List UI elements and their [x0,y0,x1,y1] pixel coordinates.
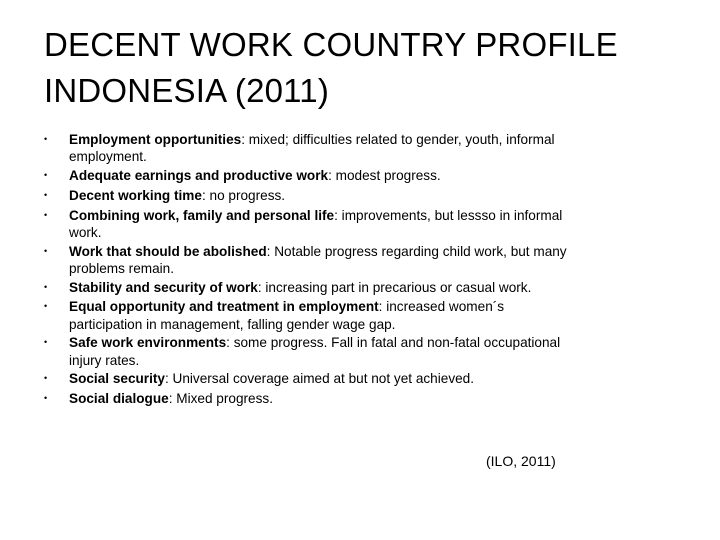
bullet-term: Equal opportunity and treatment in employment [69,299,379,315]
bullet-item-combining-work-family [0,206,669,241]
bullet-text [69,186,669,205]
bullet-description: : increasing part in precarious or casual work. [257,279,532,295]
bullet-icon: • [44,209,48,220]
bullet-description: : modest progress. [328,167,441,183]
bullet-item-work-abolished [0,242,669,277]
bullet-continuation: work. [69,225,102,241]
bullet-term: Employment opportunities [69,132,242,147]
bullet-item-decent-working-time [0,186,669,205]
title-line-2: INDONESIA (2011) [44,72,330,109]
bullet-continuation: participation in management, falling gender wage gap. [69,316,396,332]
bullet-icon: • [44,169,48,180]
bullet-text [69,389,669,408]
bullet-description: : some progress. Fall in fatal and non-fatal occupational [226,335,561,351]
title-line-1: DECENT WORK COUNTRY PROFILE [44,26,618,63]
bullet-item-safe-work [0,333,669,368]
bullet-text [69,278,669,297]
bullet-icon: • [44,134,48,144]
bullet-list [0,130,720,409]
bullet-text [69,206,669,241]
bullet-icon: • [44,301,48,312]
citation: (ILO, 2011) [486,453,556,469]
bullet-term: Combining work, family and personal life [69,207,335,223]
bullet-term: Safe work environments [69,335,227,351]
bullet-text [69,297,669,332]
bullet-icon: • [44,337,48,348]
bullet-item-equal-opportunity [0,297,669,332]
bullet-description: : increased women´s [378,299,505,315]
bullet-text [69,242,669,277]
bullet-description: : Universal coverage aimed at but not yet achieved. [164,371,475,387]
bullet-description: : Notable progress regarding child work, but many [266,243,567,259]
bullet-text [69,166,669,185]
bullet-text [69,333,669,368]
bullet-icon: • [44,189,48,200]
bullet-icon: • [44,245,48,256]
bullet-term: Work that should be abolished [69,243,267,259]
bullet-item-stability-security [0,278,669,297]
bullet-item-social-security [0,369,669,388]
bullet-item-adequate-earnings [0,166,669,185]
bullet-item-social-dialogue [0,389,669,408]
bullet-description: : no progress. [201,187,286,203]
bullet-term: Adequate earnings and productive work [69,167,329,183]
bullet-item-employment-opportunities [0,130,669,165]
bullet-description: : Mixed progress. [168,391,273,407]
bullet-description: : improvements, but lessso in informal [334,207,563,223]
bullet-term: Stability and security of work [69,279,258,295]
bullet-continuation: problems remain. [69,261,175,277]
bullet-icon: • [44,281,48,292]
bullet-continuation: injury rates. [69,352,140,368]
bullet-text [69,130,669,165]
bullet-icon: • [44,393,48,404]
bullet-term: Social dialogue [69,391,169,407]
bullet-icon: • [44,373,48,384]
bullet-term: Social security [69,371,165,387]
bullet-text [69,369,669,388]
bullet-term: Decent working time [69,187,202,203]
slide-title [44,22,684,114]
bullet-continuation: employment. [69,149,147,165]
bullet-description: : mixed; difficulties related to gender, youth, informal [241,132,555,147]
